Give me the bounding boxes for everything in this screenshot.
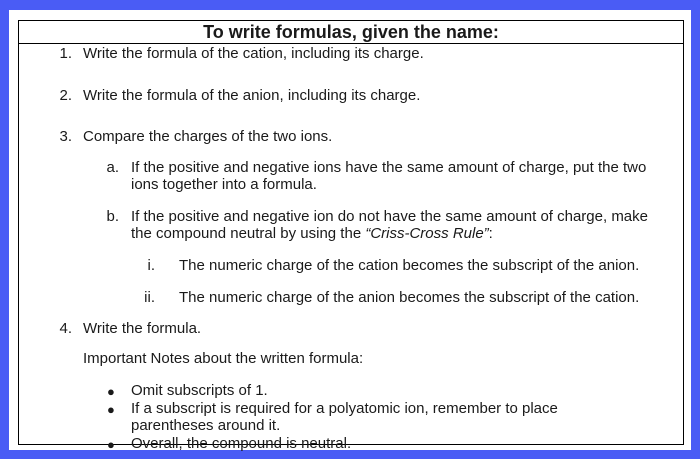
step-text: Write the formula of the cation, including its charge. bbox=[83, 45, 424, 62]
step-text: Write the formula of the anion, including its charge. bbox=[83, 87, 421, 104]
subsubstep-numeral: ii. bbox=[144, 289, 155, 306]
substep-letter: b. bbox=[106, 208, 119, 225]
page-frame bbox=[9, 10, 691, 450]
step-number: 4. bbox=[59, 320, 72, 337]
note-text: Omit subscripts of 1. bbox=[131, 382, 268, 399]
substep-text: If the positive and negative ion do not have the same amount of charge, make the compound neutral by using the “Criss-Cross Rule”: bbox=[131, 208, 648, 242]
bullet-icon: ● bbox=[107, 437, 115, 452]
subsubstep-text: The numeric charge of the anion becomes the subscript of the cation. bbox=[179, 289, 640, 306]
notes-heading: Important Notes about the written formula: bbox=[83, 350, 364, 367]
note-text: If a subscript is required for a polyatomic ion, remember to place parentheses around it. bbox=[131, 400, 558, 434]
note-text: Overall, the compound is neutral. bbox=[131, 435, 352, 452]
subsubstep-text: The numeric charge of the cation becomes the subscript of the anion. bbox=[179, 257, 640, 274]
step-number: 3. bbox=[59, 128, 72, 145]
criss-cross-rule-term: “Criss-Cross Rule” bbox=[365, 225, 489, 242]
bullet-icon: ● bbox=[107, 384, 115, 399]
instruction-box bbox=[18, 20, 684, 452]
subsubstep-numeral: i. bbox=[147, 257, 155, 274]
step-text: Compare the charges of the two ions. bbox=[83, 128, 333, 145]
box-title: To write formulas, given the name: bbox=[19, 21, 683, 44]
step-number: 2. bbox=[59, 87, 72, 104]
step-number: 1. bbox=[59, 45, 72, 62]
substep-letter: a. bbox=[106, 159, 119, 176]
step-text: Write the formula. bbox=[83, 320, 202, 337]
bullet-icon: ● bbox=[107, 402, 115, 417]
substep-text: If the positive and negative ions have the same amount of charge, put the two ions together into a formula. bbox=[131, 159, 647, 193]
